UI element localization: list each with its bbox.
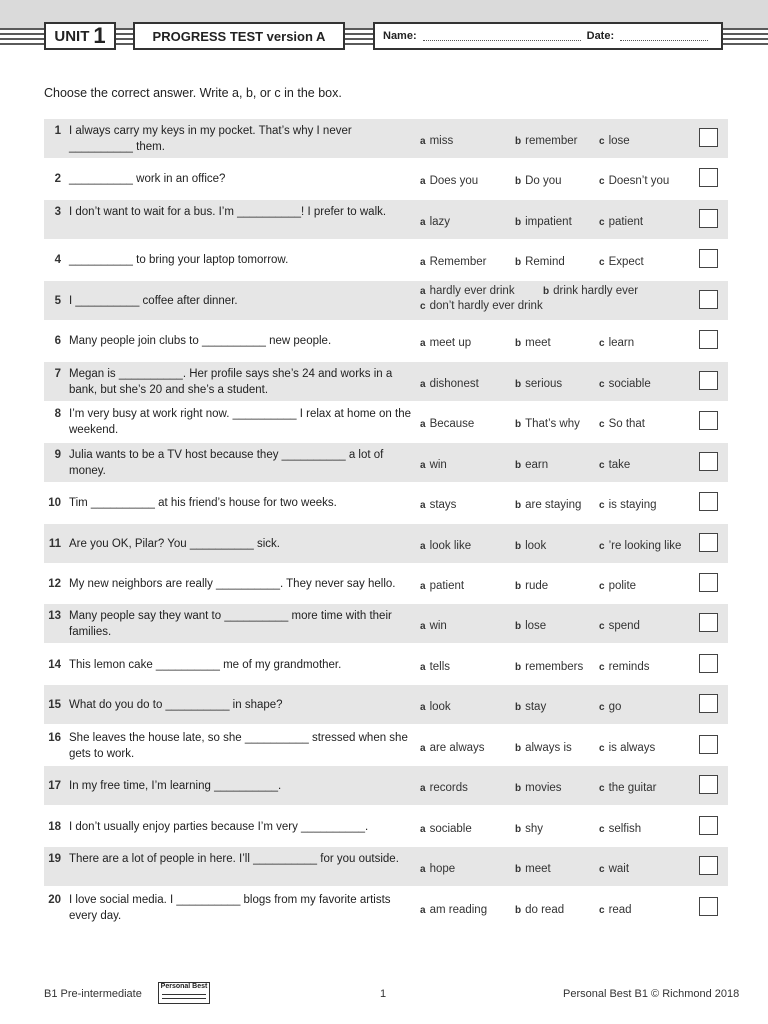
footer-level: B1 Pre-intermediate — [44, 988, 142, 1000]
option-text: ’re looking like — [608, 539, 682, 552]
option-text: read — [608, 903, 632, 916]
option-text: hope — [429, 863, 456, 876]
option-letter: c — [599, 459, 605, 471]
question-row — [44, 847, 728, 886]
question-row — [44, 119, 728, 158]
unit-badge — [44, 22, 116, 50]
option-text: sociable — [429, 822, 472, 835]
answer-box[interactable] — [699, 492, 718, 511]
answer-box[interactable] — [699, 694, 718, 713]
question-stem: I don’t usually enjoy parties because I’m very __________. — [69, 820, 369, 833]
option-a — [420, 741, 485, 756]
option-text: rude — [525, 579, 549, 592]
option-a — [420, 174, 478, 189]
question-number: 4 — [54, 254, 61, 267]
option-letter: c — [599, 702, 605, 714]
option-b — [515, 377, 562, 392]
option-text: miss — [429, 135, 454, 147]
option-text: stay — [525, 701, 547, 714]
option-letter: a — [420, 742, 426, 754]
option-letter: c — [599, 540, 605, 552]
option-text: Do you — [525, 175, 562, 188]
option-letter: b — [515, 419, 522, 431]
option-text: always is — [525, 741, 572, 754]
option-text: selfish — [608, 822, 642, 835]
option-text: Remember — [429, 256, 487, 269]
question-number: 11 — [48, 537, 61, 550]
option-letter: c — [599, 338, 605, 350]
option-text: impatient — [525, 215, 572, 228]
question-row — [44, 362, 728, 401]
option-letter: b — [515, 540, 522, 552]
option-text: drink hardly ever — [553, 284, 639, 297]
option-text: lazy — [429, 215, 451, 228]
option-letter: a — [420, 823, 426, 835]
option-letter: a — [420, 783, 426, 795]
option-text: records — [429, 782, 468, 795]
option-c — [599, 134, 630, 149]
option-b — [515, 822, 543, 837]
option-text: look like — [429, 539, 472, 552]
option-b — [515, 215, 572, 230]
option-letter: a — [420, 378, 426, 390]
name-field[interactable] — [423, 31, 581, 41]
option-c — [599, 822, 641, 837]
option-letter: c — [599, 904, 605, 916]
answer-box[interactable] — [699, 533, 718, 552]
option-b — [515, 134, 578, 149]
answer-box[interactable] — [699, 249, 718, 268]
question-stem: There are a lot of people in here. I’ll __________ for you outside. — [69, 853, 399, 866]
option-letter: c — [599, 621, 605, 633]
option-text: movies — [525, 782, 562, 795]
option-letter: a — [420, 285, 426, 297]
option-text: are always — [429, 741, 485, 754]
option-letter: a — [420, 904, 426, 916]
option-letter: b — [515, 378, 522, 390]
option-letter: b — [515, 702, 522, 714]
option-letter: b — [543, 285, 550, 297]
option-text: sociable — [608, 377, 651, 390]
logo-bar — [162, 994, 206, 999]
option-c — [599, 336, 634, 351]
date-field[interactable] — [620, 31, 708, 41]
question-number: 5 — [54, 294, 61, 307]
question-row — [44, 888, 728, 927]
option-letter: b — [515, 904, 522, 916]
question-stem: I always carry my keys in my pocket. That’s why I never __________ them. — [69, 125, 352, 153]
option-letter: b — [515, 823, 522, 835]
question-number: 12 — [48, 577, 61, 590]
option-c — [420, 299, 543, 314]
unit-number: 1 — [93, 23, 106, 48]
option-b — [515, 458, 548, 473]
option-c — [599, 498, 657, 513]
question-number: 3 — [54, 205, 61, 218]
option-letter: b — [515, 783, 522, 795]
option-a — [420, 458, 447, 473]
option-letter: c — [599, 823, 605, 835]
name-label: Name: — [383, 30, 417, 42]
option-text: win — [429, 458, 447, 471]
question-number: 20 — [48, 893, 61, 906]
question-row — [44, 685, 728, 724]
question-stem: Megan is __________. Her profile says she’s 24 and works in a bank, but she’s 20 and she’s a student. — [69, 367, 393, 396]
question-row — [44, 726, 728, 765]
question-number: 6 — [54, 335, 61, 348]
question-row — [44, 524, 728, 563]
option-text: tells — [429, 660, 451, 673]
option-letter: a — [420, 864, 426, 876]
question-row — [44, 281, 728, 320]
question-stem: This lemon cake __________ me of my grandmother. — [69, 658, 342, 671]
option-letter: a — [420, 257, 426, 269]
question-row — [44, 240, 728, 279]
personal-best-logo — [158, 982, 210, 1004]
option-text: meet — [525, 863, 551, 876]
option-letter: a — [420, 661, 426, 673]
date-label: Date: — [586, 30, 615, 42]
option-c — [599, 539, 681, 554]
question-stem: My new neighbors are really __________. They never say hello. — [69, 577, 396, 590]
answer-box[interactable] — [699, 816, 718, 835]
option-letter: b — [515, 864, 522, 876]
option-text: spend — [608, 620, 640, 633]
option-letter: c — [599, 378, 605, 390]
option-letter: c — [599, 216, 605, 228]
option-c — [599, 781, 657, 796]
page-number: 1 — [380, 988, 387, 1000]
option-a — [420, 498, 456, 513]
option-letter: a — [420, 702, 426, 714]
question-row — [44, 402, 728, 441]
option-b — [515, 660, 583, 675]
option-a — [420, 284, 515, 299]
option-letter: a — [420, 580, 426, 592]
question-number: 7 — [54, 367, 61, 380]
option-text: remember — [525, 135, 578, 147]
option-b — [515, 539, 546, 554]
option-text: meet — [525, 337, 551, 350]
option-letter: a — [420, 419, 426, 431]
option-b — [515, 781, 562, 796]
option-c — [599, 215, 643, 230]
unit-label: UNIT — [54, 27, 90, 45]
option-a — [420, 862, 455, 877]
question-number: 19 — [48, 853, 61, 866]
option-letter: a — [420, 621, 426, 633]
name-date-box — [373, 22, 723, 50]
option-c — [599, 660, 649, 675]
option-letter: a — [420, 216, 426, 228]
option-letter: b — [515, 742, 522, 754]
option-letter: a — [420, 136, 426, 147]
question-row — [44, 766, 728, 805]
question-number: 9 — [54, 448, 61, 461]
option-c — [599, 619, 640, 634]
question-stem: What do you do to __________ in shape? — [69, 699, 283, 712]
option-a — [420, 903, 487, 918]
option-text: Remind — [525, 256, 565, 269]
answer-box[interactable] — [699, 209, 718, 228]
answer-box[interactable] — [699, 168, 718, 187]
option-b — [543, 284, 638, 299]
test-title: PROGRESS TEST version A — [133, 22, 345, 50]
option-letter: c — [599, 419, 605, 431]
question-number: 17 — [48, 780, 61, 793]
option-letter: c — [599, 864, 605, 876]
question-stem: I __________ coffee after dinner. — [69, 294, 238, 307]
option-a — [420, 377, 479, 392]
option-text: do read — [525, 903, 565, 916]
option-letter: b — [515, 216, 522, 228]
question-row — [44, 321, 728, 360]
option-text: That’s why — [525, 418, 580, 431]
option-text: lose — [608, 135, 630, 147]
option-letter: b — [515, 459, 522, 471]
option-letter: b — [515, 580, 522, 592]
option-letter: b — [515, 500, 522, 512]
option-c — [599, 377, 651, 392]
option-letter: c — [599, 580, 605, 592]
option-c — [599, 417, 645, 432]
option-letter: b — [515, 257, 522, 269]
answer-box[interactable] — [699, 613, 718, 632]
question-stem: Are you OK, Pilar? You __________ sick. — [69, 537, 280, 550]
question-stem: __________ to bring your laptop tomorrow. — [69, 254, 289, 267]
question-stem: __________ work in an office? — [69, 173, 226, 186]
option-letter: c — [599, 257, 605, 269]
option-c — [599, 741, 655, 756]
option-a — [420, 134, 453, 149]
option-a — [420, 255, 486, 270]
option-a — [420, 417, 474, 432]
question-row — [44, 564, 728, 603]
question-number: 16 — [48, 731, 61, 744]
question-stem: I’m very busy at work right now. __________ I relax at home on the weekend. — [69, 408, 411, 437]
option-text: win — [429, 620, 447, 633]
answer-box[interactable] — [699, 573, 718, 592]
question-stem: In my free time, I’m learning __________. — [69, 780, 282, 793]
question-stem: Tim __________ at his friend’s house for two weeks. — [69, 497, 337, 510]
option-letter: b — [515, 621, 522, 633]
option-c — [599, 579, 636, 594]
option-a — [420, 336, 471, 351]
question-number: 14 — [48, 658, 61, 671]
option-letter: c — [599, 136, 605, 147]
option-letter: c — [599, 176, 605, 188]
option-letter: b — [515, 176, 522, 188]
option-text: dishonest — [429, 377, 479, 390]
option-text: Does you — [429, 175, 479, 188]
option-letter: a — [420, 500, 426, 512]
answer-box[interactable] — [699, 735, 718, 754]
question-row — [44, 200, 728, 239]
answer-box[interactable] — [699, 128, 718, 147]
option-text: Expect — [608, 256, 644, 269]
question-stem: I love social media. I __________ blogs from my favorite artists every day. — [69, 893, 391, 922]
option-text: stays — [429, 499, 457, 512]
option-text: shy — [525, 822, 544, 835]
question-stem: Many people join clubs to __________ new people. — [69, 335, 332, 348]
option-letter: b — [515, 136, 522, 147]
option-a — [420, 215, 450, 230]
instruction-text: Choose the correct answer. Write a, b, or c in the box. — [44, 86, 342, 100]
option-text: look — [429, 701, 451, 714]
question-number: 1 — [54, 125, 61, 137]
option-text: earn — [525, 458, 549, 471]
option-a — [420, 619, 447, 634]
option-a — [420, 660, 450, 675]
answer-box[interactable] — [699, 290, 718, 309]
question-row — [44, 443, 728, 482]
question-row — [44, 604, 728, 643]
footer-copyright: Personal Best B1 © Richmond 2018 — [563, 988, 740, 1000]
option-b — [515, 619, 546, 634]
option-letter: c — [420, 300, 426, 312]
option-text: serious — [525, 377, 563, 390]
option-b — [515, 417, 580, 432]
option-text: Because — [429, 418, 475, 431]
question-stem: Julia wants to be a TV host because they __________ a lot of money. — [69, 448, 384, 477]
option-text: meet up — [429, 337, 472, 350]
option-letter: a — [420, 176, 426, 188]
option-c — [599, 458, 630, 473]
option-text: am reading — [429, 903, 488, 916]
option-letter: a — [420, 540, 426, 552]
option-text: wait — [608, 863, 630, 876]
answer-box[interactable] — [699, 897, 718, 916]
option-a — [420, 822, 472, 837]
option-b — [515, 336, 551, 351]
option-text: is always — [608, 741, 656, 754]
option-letter: a — [420, 338, 426, 350]
option-b — [515, 498, 581, 513]
option-c — [599, 255, 644, 270]
answer-box[interactable] — [699, 371, 718, 390]
option-letter: c — [599, 661, 605, 673]
option-a — [420, 781, 468, 796]
option-b — [515, 903, 564, 918]
option-text: don’t hardly ever drink — [429, 299, 543, 312]
option-text: look — [525, 539, 547, 552]
option-text: So that — [608, 418, 646, 431]
question-number: 15 — [48, 699, 61, 712]
question-row — [44, 807, 728, 846]
logo-text: Personal Best — [160, 983, 208, 990]
answer-box[interactable] — [699, 411, 718, 430]
answer-box[interactable] — [699, 452, 718, 471]
option-b — [515, 700, 546, 715]
option-letter: b — [515, 661, 522, 673]
question-row — [44, 645, 728, 684]
option-letter: c — [599, 742, 605, 754]
option-b — [515, 741, 572, 756]
option-text: is staying — [608, 499, 657, 512]
option-a — [420, 579, 464, 594]
option-text: Doesn’t you — [608, 175, 670, 188]
option-b — [515, 579, 548, 594]
option-b — [515, 174, 562, 189]
option-text: learn — [608, 337, 635, 350]
option-text: patient — [429, 579, 465, 592]
option-c — [599, 862, 629, 877]
question-row — [44, 483, 728, 522]
question-number: 2 — [54, 173, 61, 186]
question-stem: Many people say they want to __________ more time with their families. — [69, 610, 392, 639]
option-text: go — [608, 701, 622, 714]
question-stem: She leaves the house late, so she __________ stressed when she gets to work. — [69, 731, 408, 760]
option-text: the guitar — [608, 782, 657, 795]
option-text: patient — [608, 215, 644, 228]
question-number: 10 — [48, 497, 61, 510]
question-number: 13 — [48, 610, 61, 623]
option-c — [599, 903, 632, 918]
option-a — [420, 700, 451, 715]
option-text: are staying — [525, 499, 582, 512]
option-text: reminds — [608, 660, 650, 673]
answer-box[interactable] — [699, 856, 718, 875]
answer-box[interactable] — [699, 330, 718, 349]
option-text: remembers — [525, 660, 584, 673]
question-number: 18 — [48, 820, 61, 833]
option-b — [515, 255, 565, 270]
answer-box[interactable] — [699, 654, 718, 673]
option-text: lose — [525, 620, 547, 633]
option-b — [515, 862, 551, 877]
option-text: take — [608, 458, 631, 471]
option-letter: b — [515, 338, 522, 350]
option-text: hardly ever drink — [429, 284, 515, 297]
option-text: polite — [608, 579, 637, 592]
question-number: 8 — [54, 408, 61, 421]
question-stem: I don’t want to wait for a bus. I’m __________! I prefer to walk. — [69, 205, 387, 218]
option-letter: c — [599, 783, 605, 795]
option-c — [599, 700, 621, 715]
answer-box[interactable] — [699, 775, 718, 794]
option-letter: a — [420, 459, 426, 471]
option-a — [420, 539, 471, 554]
question-row — [44, 159, 728, 198]
option-c — [599, 174, 669, 189]
option-letter: c — [599, 500, 605, 512]
